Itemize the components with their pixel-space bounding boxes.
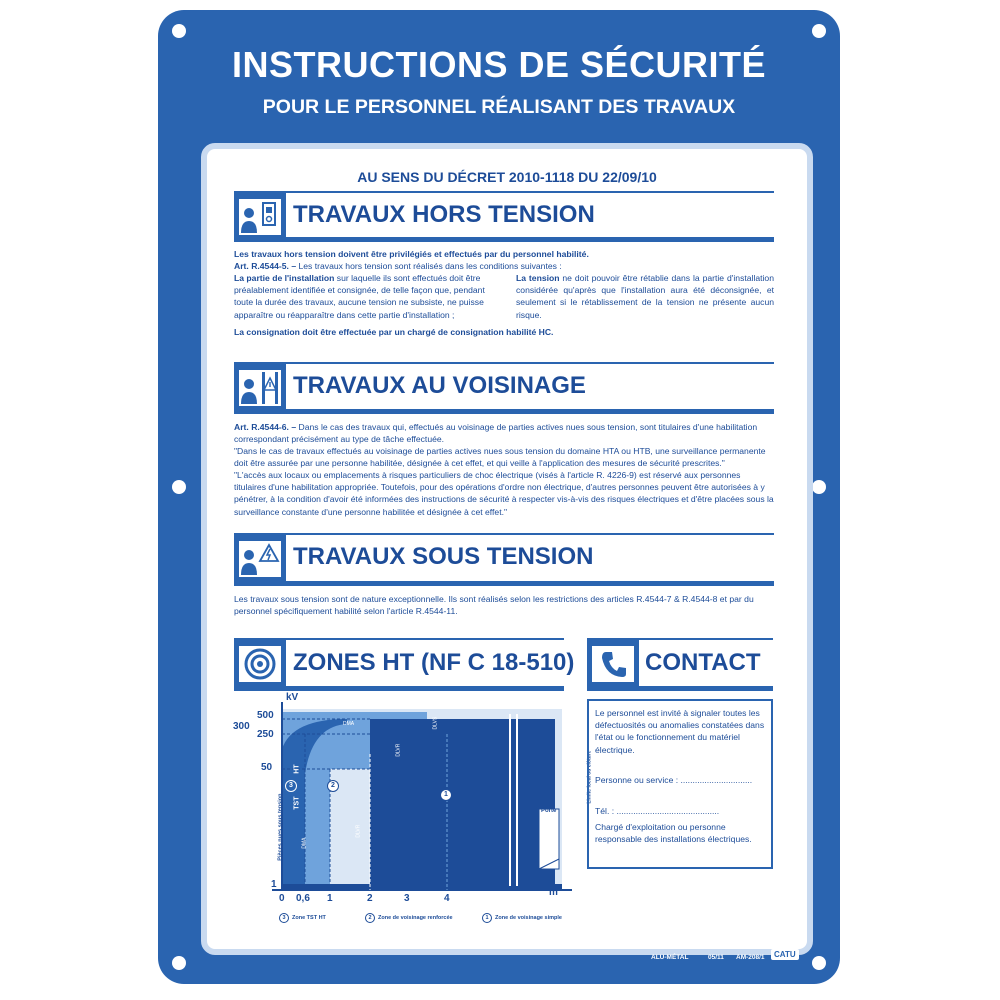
label-dma: DMA <box>301 837 308 849</box>
x-tick-0-6: 0,6 <box>296 893 310 904</box>
contact-text: Le personnel est invité à signaler toutes les défectuosités ou anomalies constatées dans l'état ou le fonctionnement du matériel électrique. <box>595 708 765 755</box>
section-rule-top <box>234 191 774 193</box>
mounting-hole <box>812 24 826 38</box>
zone-marker-2: 2 <box>327 780 339 792</box>
legend-item: 3 Zone TST HT <box>279 912 326 924</box>
x-tick-1: 1 <box>327 893 333 904</box>
label-porte: Porte <box>541 808 557 814</box>
y-tick-300: 300 <box>233 721 250 732</box>
label-pieces: Pièces nues sous tension <box>277 793 284 861</box>
section-title-sous-tension: TRAVAUX SOUS TENSION <box>293 543 594 570</box>
section-title-voisinage: TRAVAUX AU VOISINAGE <box>293 372 586 399</box>
zones-x-unit: m <box>549 887 558 898</box>
content-panel <box>201 143 813 955</box>
sous-tension-text: Les travaux sous tension sont de nature exceptionnelle. Ils sont réalisés selon les restrictions des articles R.4544-7 & R.4544-8 et par du personnel spécifiquement habilité selon l'article R.4544-11. <box>234 594 754 617</box>
section-rule <box>234 686 564 691</box>
label-tst: TST <box>293 796 301 810</box>
hors-tension-intro: Les travaux hors tension doivent être privilégiés et effectués par du personnel habilité. <box>234 249 589 259</box>
section-rule-top <box>234 533 774 535</box>
label-dlvr: DLVR <box>355 824 362 838</box>
label-dma-top: DMA <box>343 721 355 727</box>
voisinage-quote-2: "L'accès aux locaux ou emplacements à risques particuliers de choc électrique (visés à l'article R. 4226-9) est réservé aux personnes titulaires d'une habilitation appropriée. Toutefois, pour des opérations d'ordre non électrique, d'autres personnes peuvent être autorisées à y pénétrer, à la condition d'avoir été informées des instructions de sécurité à respecter vis-à-vis des risques électriques et d'être placées sous la surveillance constante d'une personne habilitée et désignée à cet effet." <box>234 470 774 517</box>
zones-y-unit: kV <box>286 692 299 703</box>
section-rule <box>234 581 774 586</box>
legend-item: 2 Zone de voisinage renforcée <box>365 912 453 924</box>
contact-charge: Chargé d'exploitation ou personne responsable des installations électriques. <box>595 822 752 845</box>
section-rule-top <box>234 362 774 364</box>
x-tick-0: 0 <box>279 893 285 904</box>
x-tick-2: 2 <box>367 893 373 904</box>
sign-subtitle: POUR LE PERSONNEL RÉALISANT DES TRAVAUX <box>262 96 736 118</box>
x-tick-3: 3 <box>404 893 410 904</box>
label-dlvs: DLVS <box>432 716 439 730</box>
y-tick-500: 500 <box>257 710 274 721</box>
electrician-live-work-icon <box>234 533 286 581</box>
y-tick-1: 1 <box>271 879 277 890</box>
footer-ref: AM-208/1 <box>736 954 765 961</box>
mounting-hole <box>812 480 826 494</box>
catu-logo: CATU <box>771 949 799 960</box>
target-zone-icon <box>234 638 286 686</box>
sign-title: INSTRUCTIONS DE SÉCURITÉ <box>231 44 767 85</box>
hors-tension-right-col: La tension ne doit pouvoir être rétablie dans la partie d'installation considérée qu'après que l'installation aura été déconsignée, et seulement si le rétablissement de la tension ne présente aucun risque. <box>516 273 774 320</box>
zone-marker-1: 1 <box>440 789 452 801</box>
zone-marker-3: 3 <box>285 780 297 792</box>
footer-date: 05/11 <box>708 954 724 961</box>
section-title-hors-tension: TRAVAUX HORS TENSION <box>293 201 595 228</box>
footer-material: ALU-MÉTAL <box>651 954 689 961</box>
phone-icon <box>587 638 639 686</box>
label-limite: Limite local ou clôture <box>586 750 593 804</box>
section-rule <box>587 686 773 691</box>
mounting-hole <box>172 24 186 38</box>
x-tick-4: 4 <box>444 893 450 904</box>
hors-tension-article: Art. R.4544-5. – Les travaux hors tension sont réalisés dans les conditions suivantes : <box>234 261 562 271</box>
section-rule <box>234 237 774 242</box>
y-tick-50: 50 <box>261 762 273 773</box>
label-ht: HT <box>293 764 301 774</box>
section-title-zones: ZONES HT (NF C 18-510) <box>293 649 575 676</box>
label-dlvr-top: DLVR <box>395 743 402 757</box>
hors-tension-left-col: La partie de l'installation sur laquelle ils sont effectués doit être préalablement identifiée et consignée, de telle façon que, pendant toute la durée des travaux, aucune tension ne subsiste, ne puisse apparaître ou réapparaître dans cette partie d'installation ; <box>234 273 485 320</box>
y-tick-250: 250 <box>257 729 274 740</box>
mounting-hole <box>812 956 826 970</box>
mounting-hole <box>172 956 186 970</box>
decree-reference: AU SENS DU DÉCRET 2010-1118 DU 22/09/10 <box>357 169 657 185</box>
contact-service: Personne ou service : .............................. <box>595 775 753 785</box>
safety-sign <box>158 10 840 984</box>
electrician-warning-icon <box>234 362 286 410</box>
electrician-switch-icon <box>234 191 286 239</box>
contact-tel: Tél. : ........................................... <box>595 806 720 816</box>
voisinage-article: Art. R.4544-6. – Dans le cas des travaux qui, effectués au voisinage de parties actives nues sous tension, sont titulaires d'une habilitation correspondant précisément au type de tâche effectuée. <box>234 422 758 445</box>
legend-item: 1 Zone de voisinage simple <box>482 912 562 924</box>
voisinage-quote-1: "Dans le cas de travaux effectués au voisinage de parties actives nues sous tension du domaine HTA ou HTB, une surveillance permanente doit être assurée par une personne habilitée, désignée à cet effet, et qui veille à l'application des mesures de sécurité prescrites." <box>234 446 766 469</box>
section-title-contact: CONTACT <box>645 649 761 676</box>
section-rule <box>234 409 774 414</box>
hors-tension-closing: La consignation doit être effectuée par un chargé de consignation habilité HC. <box>234 327 554 337</box>
section-rule-top <box>587 638 773 640</box>
mounting-hole <box>172 480 186 494</box>
section-rule-top <box>234 638 564 640</box>
